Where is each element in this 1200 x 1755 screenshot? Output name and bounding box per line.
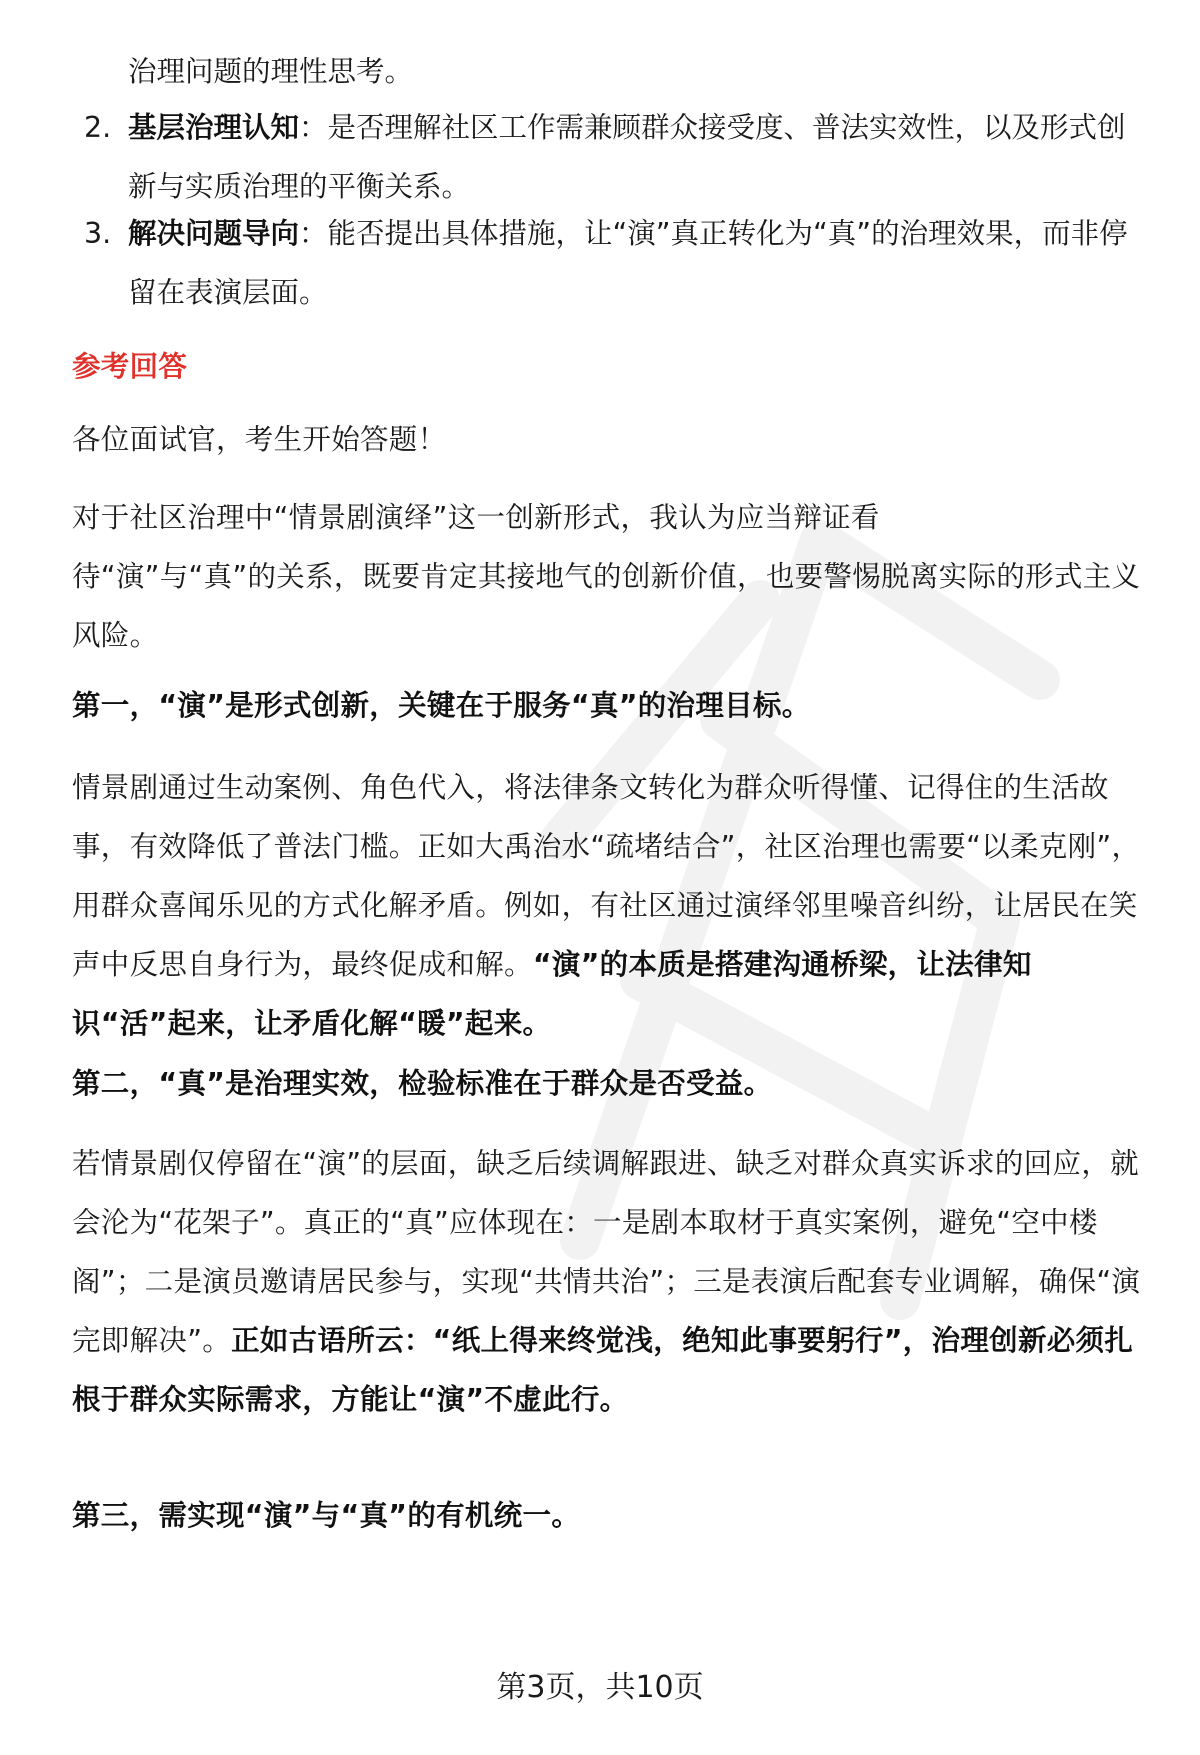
- intro-rest: 待“演”与“真”的关系，既要肯定其接地气的创新价值，也要警惕脱离实际的形式主义风险。: [72, 560, 1141, 652]
- list-item-2: [84, 98, 1144, 216]
- point3-heading: 第三，需实现“演”与“真”的有机统一。: [72, 1499, 581, 1532]
- point1-paragraph: [72, 758, 1142, 1053]
- point2-heading: 第二，“真”是治理实效，检验标准在于群众是否受益。: [72, 1067, 773, 1100]
- list-item-text: ：是否理解社区工作需兼顾群众接受度、普法实效性，以及形式创新与实质治理的平衡关系。: [128, 111, 1126, 203]
- list-item-title: 基层治理认知: [128, 111, 300, 144]
- intro-paragraph: [72, 488, 1142, 665]
- point2-paragraph: [72, 1134, 1142, 1429]
- list-item-3: [84, 204, 1144, 322]
- list-item-text: ：能否提出具体措施，让“演”真正转化为“真”的治理效果，而非停留在表演层面。: [128, 217, 1128, 309]
- point2-text: 若情景剧仅停留在“演”的层面，缺乏后续调解跟进、缺乏对群众真实诉求的回应，就会沦为“花架子”。真正的“真”应体现在：一是剧本取材于真实案例，避免“空中楼阁”；二是演员邀请居民参与，实现“共情共治”；三是表演后配套专业调解，确保“演完即解决”。: [72, 1147, 1141, 1357]
- point1-bold: “演”的本质是搭建沟通桥梁，让法律知识“活”起来，让矛盾化解“暖”起来。: [72, 948, 1032, 1040]
- point2-bold: 正如古语所云：“纸上得来终觉浅，绝知此事要躬行”，治理创新必须扎根于群众实际需求，方能让“演”不虚此行。: [72, 1324, 1134, 1416]
- list-item-1-continuation: 治理问题的理性思考。: [128, 55, 414, 88]
- page-footer: 第3页，共10页: [496, 1670, 704, 1705]
- point1-text: 情景剧通过生动案例、角色代入，将法律条文转化为群众听得懂、记得住的生活故事，有效降低了普法门槛。正如大禹治水“疏堵结合”，社区治理也需要“以柔克刚”，用群众喜闻乐见的方式化解矛盾。例如，有社区通过演绎邻里噪音纠纷，让居民在笑声中反思自身行为，最终促成和解。: [72, 771, 1141, 981]
- intro-first-line: 对于社区治理中“情景剧演绎”这一创新形式，我认为应当辩证看: [72, 501, 880, 534]
- answer-heading: 参考回答: [72, 350, 188, 383]
- list-number: 3.: [84, 217, 112, 250]
- point1-heading: 第一，“演”是形式创新，关键在于服务“真”的治理目标。: [72, 689, 811, 722]
- list-number: 2.: [84, 111, 112, 144]
- list-item-title: 解决问题导向: [128, 217, 300, 250]
- greeting-paragraph: 各位面试官，考生开始答题！: [72, 423, 447, 456]
